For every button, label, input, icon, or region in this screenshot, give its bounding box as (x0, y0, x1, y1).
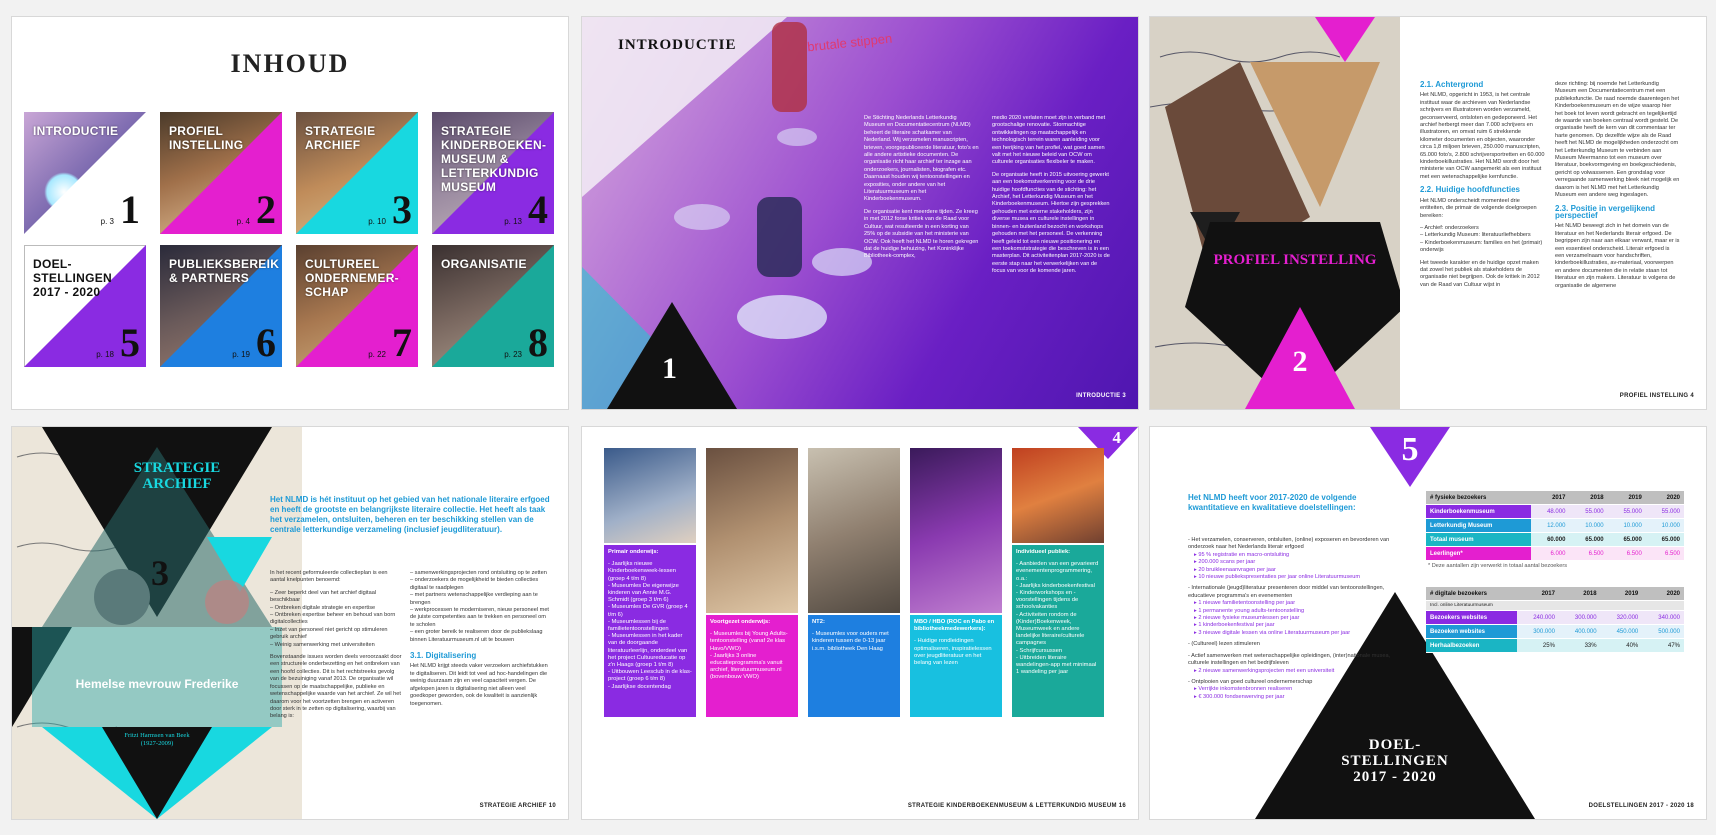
toc-tile-number: 8 (528, 320, 548, 365)
table-cell: 65.000 (1646, 533, 1684, 547)
toc-tile-cultureel[interactable] (296, 245, 418, 367)
list-item: Ontbreken expertise beheer en behoud van born digitalcollecties (270, 612, 396, 626)
toc-tile-page: p. 22 (368, 350, 386, 359)
doel-group-text: Het verzamelen, conserveren, ontsluiten, (online) exposeren en bevorderen van onderzoek naar het Nederlands literair erfgoed (1188, 537, 1390, 551)
table-header: 2020 (1646, 491, 1684, 505)
kbm-column-mbo-hbo: MBO / HBO (ROC en Pabo en bibliotheekmedewerkers): - Huidige rondleidingen optimaliseren, inspiratielessen over jeugdliteratuur en het belang van lezen (910, 615, 1002, 717)
kbm-column-individueel: Individueel publiek: - Aanbieden van een gevarieerd evenementenprogrammering, o.a.: - Jaarlijks kinderboekenfestival - Kinderworkshops en -voorstellingen tijdens de schoolvakanties - Activiteiten rondom de (Kinder)Boekenweek, Museumweek en andere landelijke literaire/culturele campagnes - Schrijfcursussen - Uitbreiden literaire wandelingen-app met minimaal 1 wandeling per jaar (1012, 545, 1104, 717)
table-cell: 55.000 (1608, 505, 1646, 519)
toc-tile-archief[interactable] (296, 112, 418, 234)
list-item: 20 bruikleenaanvragen per jaar (1198, 566, 1276, 573)
toc-tile-page: p. 3 (100, 217, 114, 226)
toc-tile-label: PUBLIEKSBEREIK & PARTNERS (169, 257, 280, 285)
toc-tile-introductie[interactable] (24, 112, 146, 234)
toc-tile-doelstellingen[interactable] (24, 245, 146, 367)
table-row-label: Herhaalbezoeken (1426, 639, 1517, 653)
list-item: Jaarlijks nieuwe Kinderboekenweek-lessen (groep 4 t/m 8) (608, 561, 676, 582)
table-row (1426, 547, 1684, 561)
profiel-paragraph: Het NLMD beweegt zich in het domein van de literatuur en het Nederlands literair erfgoed. De begrippen zijn naar aan elkaar verwant, maar er is een essentieel onderscheid. Literair erfgoed is een verzamelnaam voor handschriften, kinderboekillustraties, av-materiaal, voorwerpen en andere documenten die in relatie staan tot literatuur en zijn makers. Literatuur is volgens de organisatie de algemene (1555, 223, 1680, 289)
list-item: Jaarlijkse docentendag (611, 683, 671, 690)
doel-footer: DOELSTELLINGEN 2017 - 2020 18 (1588, 803, 1694, 809)
doel-group-text: Internationale (jeugd)literatuur presenteren door middel van tentoonstellingen, educatieve programma's en evenementen (1188, 585, 1385, 599)
archief-footer: STRATEGIE ARCHIEF 10 (479, 803, 556, 809)
table-cell: 6.500 (1646, 547, 1684, 561)
table-row-label: Bezoeken websites (1426, 625, 1517, 639)
list-item: onderzoekers de mogelijkheid te bieden collecties digitaal te raadplegen (410, 577, 539, 591)
table-digitale-bezoekers (1426, 587, 1684, 653)
list-item: Kinderworkshops en -voorstellingen tijdens de schoolvakanties (1016, 590, 1079, 611)
toc-tile-number: 4 (528, 187, 548, 232)
section-heading: 3.1. Digitalisering (410, 651, 477, 661)
kbm-column-nt2: NT2: - Museumles voor ouders met kinderen tussen de 0-13 jaar i.s.m. bibliotheek Den Haag (808, 615, 900, 717)
intro-paragraph: De organisatie kent meerdere tijden. Ze kreeg in met 2012 forse kritiek van de Raad voor Cultuur, wat resulteerde in een korting van 25% op de subsidie van het ministerie van OCW. Ook heeft het NLMD te horen gekregen dat de huidige behuizing, het Koninklijke Bibliotheek-complex, (864, 208, 979, 260)
spread-profiel (1150, 17, 1706, 409)
list-item: Activiteiten rondom de (Kinder)Boekenweek, Museumweek en andere landelijke literaire/culturele campagnes (1016, 611, 1085, 647)
list-item: Kinderboekenmuseum: families en het (primair) onderwijs (1420, 239, 1543, 254)
toc-tile-page: p. 4 (236, 217, 250, 226)
table-row-label: Totaal museum (1426, 533, 1531, 547)
toc-tile-page: p. 10 (368, 217, 386, 226)
toc-tile-label: INTRODUCTIE (33, 124, 119, 138)
list-item: Jaarlijks kinderboekenfestival (1019, 582, 1095, 589)
intro-number: 1 (662, 352, 677, 385)
table-cell: 65.000 (1569, 533, 1607, 547)
table-cell: 25% (1517, 639, 1559, 653)
table-row (1426, 533, 1684, 547)
list-item: Aanbieden van een gevarieerd evenementenprogrammering, o.a.: (1016, 561, 1099, 582)
doel-group-text: Ontplooien van goed cultureel ondernemerschap (1191, 678, 1313, 685)
list-item: 200.000 scans per jaar (1198, 559, 1256, 566)
profiel-col-1 (1420, 81, 1545, 294)
table-cell: 450.000 (1601, 625, 1643, 639)
kbm-column-title: NT2: (812, 619, 825, 625)
toc-tile-label: PROFIEL INSTELLING (169, 124, 244, 152)
table-row (1426, 611, 1684, 625)
list-item: Ontbreken digitale strategie en expertise (274, 604, 376, 611)
toc-tile-number: 3 (392, 187, 412, 232)
doel-group: - Internationale (jeugd)literatuur presenteren door middel van tentoonstellingen, educatieve programma's en evenementen ▸ 1 nieuwe familietentoonstelling per jaar ▸ 1 permanente young adults-tentoonstelling ▸ 2 nieuwe fysieke museumlessen per jaar ▸ 1 kinderboekenfestival per jaar ▸ 3 nieuwe digitale lessen via online Literatuurmuseum per jaar (1188, 585, 1385, 636)
table-cell: 55.000 (1569, 505, 1607, 519)
kbm-photo (706, 448, 798, 613)
list-item: € 300.000 fondsenwerving per jaar (1198, 693, 1285, 700)
spread-introductie (582, 17, 1138, 409)
table-cell: 300.000 (1517, 625, 1559, 639)
profiel-paragraph: Het NLMD onderscheidt momenteel drie entiteiten, die primair de volgende doelgroepen bereiken: (1420, 197, 1537, 219)
list-item: Archief: onderzoekers (1424, 224, 1479, 231)
kbm-column-title: Voortgezet onderwijs: (710, 619, 771, 625)
archief-number: 3 (151, 553, 169, 593)
list-item: Museumlessen bij de familietentoonstellingen (608, 618, 669, 633)
table-cell: 60.000 (1531, 533, 1569, 547)
table-cell: 10.000 (1646, 519, 1684, 533)
toc-tile-label: STRATEGIE ARCHIEF (305, 124, 376, 152)
list-item: Uitbreiden literaire wandelingen-app met minimaal 1 wandeling per jaar (1016, 654, 1097, 676)
archief-caption-title: Hemelse mevrouw Frederike (75, 677, 239, 691)
table-header: 2019 (1601, 587, 1643, 601)
list-item: 2 nieuwe samenwerkingsprojecten met een universiteit (1198, 667, 1335, 674)
spread-kinderboekenmuseum (582, 427, 1138, 819)
profiel-paragraph: Het NLMD, opgericht in 1953, is het centrale instituut waar de archieven van Nederlandse schrijvers en illustratoren worden verzameld, geconserveerd, ontsloten en gedeponeerd. Het archief herbergt meer dan 7.000 schrijvers en illustratoren, en omvat ruim 6 strekkende kilometer documenten en objecten, waaronder circa 1,8 miljoen brieven, 250.000 manuscripten, 65.000 foto's, 2.800 schrijversportretten en 60.000 kinderboekillustraties. Het NLMD wordt door het ministerie van OCW aangemerkt als een instituut met een wetenschappelijke kernfunctie. (1420, 92, 1545, 180)
profiel-col-2 (1555, 81, 1680, 295)
toc-tile-label: DOEL-STELLINGEN 2017 - 2020 (33, 257, 113, 299)
table-cell: 55.000 (1646, 505, 1684, 519)
list-item: 1 kinderboekenfestival per jaar (1198, 622, 1275, 629)
list-item: samenwerkingsprojecten rond ontsluiting op te zetten (414, 570, 547, 576)
table-header: 2017 (1531, 491, 1569, 505)
table-header: # digitale bezoekers (1426, 587, 1517, 601)
table-cell: 47% (1642, 639, 1684, 653)
table-row-label: Leerlingen* (1426, 547, 1531, 561)
table-row-label: Letterkundig Museum (1426, 519, 1531, 533)
doel-group: - (Cultureel) lezen stimuleren (1188, 641, 1260, 648)
intro-paragraph: De organisatie heeft in 2015 uitvoering gewerkt aan een toekomstverkenning voor de drie huidige hoofdfuncties van de stichting: het Archief, het Letterkundig Museum en het Kinderboekenmuseum. Hiertoe zijn gesprekken gehouden met externe stakeholders, zijn diverse musea en culturele instellingen in binnen- en buitenland bezocht en workshops gehouden met het personeel. De verkenning heeft geleid tot een nieuwe positionering en een toekomststrategie die beschreven is in een masterplan. Dit activiteitenplan 2017-2020 is de eerste stap naar het verwerkelijken van de focus van voor de komende jaren. (992, 171, 1110, 275)
doel-group: - Actief samenwerken met wetenschappelijke opleidingen, (inter)nationale musea, culturele instellingen en het bedrijfsleven ▸ 2 nieuwe samenwerkingsprojecten met een universiteit (1188, 652, 1391, 674)
section-heading: 2.3. Positie in vergelijkend perspectief (1555, 203, 1656, 220)
archief-paragraph: Het NLMD krijgt steeds vaker verzoeken archiefstukken te digitaliseren. Dit leidt tot veel ad hoc-handelingen die weinig duurzaam zijn en veel capaciteit vergen. De afgelopen jaren is digitalisering niet alleen veel goedkoper geworden, ook de kwaliteit is aanzienlijk toegenomen. (410, 663, 548, 707)
table-cell: 10.000 (1608, 519, 1646, 533)
toc-tile-number: 5 (120, 320, 140, 365)
doel-lead: Het NLMD heeft voor 2017-2020 de volgende kwantitatieve en kwalitatieve doelstellingen: (1188, 493, 1357, 512)
profiel-graphic (1150, 17, 1400, 409)
doel-group: - Ontplooien van goed cultureel ondernemerschap ▸ Verrijkte inkomstenbronnen realiseren ▸ € 300.000 fondsenwerving per jaar (1188, 678, 1313, 700)
kbm-photo (1012, 448, 1104, 543)
inhoud-title: INHOUD (230, 49, 350, 78)
list-item: Schrijfcursussen (1019, 647, 1063, 654)
doel-group-text: Actief samenwerken met wetenschappelijke opleidingen, (inter)nationale musea, culturele instellingen en het bedrijfsleven (1188, 652, 1391, 667)
table-row-label: Bezoekers websites (1426, 611, 1517, 625)
table-row-label: Kinderboekenmuseum (1426, 505, 1531, 519)
section-heading: 2.2. Huidige hoofdfuncties (1420, 185, 1521, 195)
intro-col-2 (992, 115, 1110, 281)
table-row (1426, 519, 1684, 533)
table-cell: 300.000 (1559, 611, 1601, 625)
toc-tile-profiel[interactable] (160, 112, 282, 234)
table-subheader: Incl. online Literatuurmuseum (1426, 601, 1684, 611)
list-item: 10 nieuwe publiekspresentaties per jaar online Literatuurmuseum (1198, 574, 1361, 581)
table-header: 2020 (1642, 587, 1684, 601)
toc-tile-number: 1 (120, 187, 140, 232)
archief-list: – samenwerkingsprojecten rond ontsluiting op te zetten – onderzoekers de mogelijkheid te bieden collecties digitaal te raadplegen – met partners wetenschappelijke verdieping aan te brengen – werkprocessen te moderniseren, nieuw personeel met de juiste competenties aan te trekken en personeel om te scholen – een groter bereik te realiseren door de publiekslaag binnen Literatuurmuseum.nl uit te bouwen (410, 570, 549, 643)
list-item: Letterkundig Museum: literatuurliefhebbers (1424, 232, 1531, 239)
archief-lead: Het NLMD is hét instituut op het gebied van het nationale literaire erfgoed en heeft de grootste en belangrijkste literaire collectie. Het heeft als taak het verzamelen, ontsluiten, beheren en ter beschikking stellen van de centrale letterkundige verzameling (inclusief jeugdliteratuur). (270, 495, 550, 534)
toc-tile-page: p. 23 (504, 350, 522, 359)
table-cell: 48.000 (1531, 505, 1569, 519)
archief-list: – Zeer beperkt deel van het archief digitaal beschikbaar – Ontbreken digitale strategie en expertise – Ontbreken expertise beheer en behoud van born digitalcollecties – Inzet van personeel niet gericht op stimuleren gebruik archief – Weinig samenwerking met universiteiten (270, 589, 396, 648)
profiel-footer: PROFIEL INSTELLING 4 (1619, 393, 1694, 399)
toc-tile-number: 7 (392, 320, 412, 365)
table-cell: 320.000 (1601, 611, 1643, 625)
table-cell: 6.500 (1608, 547, 1646, 561)
kbm-number: 4 (1112, 428, 1121, 447)
list-item: Museumles bij Young Adults-tentoonstelling (vanaf 2e klas Havo/VWO) (710, 631, 788, 652)
list-item: Museumles voor ouders met kinderen tussen de 0-13 jaar i.s.m. bibliotheek Den Haag (812, 631, 889, 652)
list-item: 3 nieuwe digitale lessen via online Literatuurmuseum per jaar (1198, 629, 1351, 636)
toc-tile-number: 2 (256, 187, 276, 232)
kbm-photo (808, 448, 900, 613)
intro-title: INTRODUCTIE (618, 37, 737, 53)
intro-sign: brutale stippen (806, 30, 893, 55)
intro-footer: INTRODUCTIE 3 (1076, 393, 1126, 399)
list-item: Zeer beperkt deel van het archief digitaal beschikbaar (270, 589, 377, 604)
toc-tile-organisatie[interactable] (432, 245, 554, 367)
table-header: 2017 (1517, 587, 1559, 601)
table-cell: 6.000 (1531, 547, 1569, 561)
spread-inhoud (12, 17, 568, 409)
archief-col-2 (410, 570, 550, 713)
list-item: Museumlessen in het kader van de doorgaande literatuurleerlijn, onderdeel van het project Cultuureducatie op z'n Haags (groep 1 t/m 8) (608, 633, 688, 669)
spread-doelstellingen (1150, 427, 1706, 819)
table-cell: 10.000 (1569, 519, 1607, 533)
toc-tile-label: STRATEGIE KINDERBOEKEN-MUSEUM & LETTERKUNDIG MUSEUM (441, 124, 547, 194)
table-row (1426, 625, 1684, 639)
toc-tile-publieksbereik[interactable] (160, 245, 282, 367)
toc-tile-number: 6 (256, 320, 276, 365)
toc-tile-label: ORGANISATIE (441, 257, 527, 271)
list-item: Uitbouwen Leesclub in de klas-project (groep 6 t/m 8) (608, 669, 692, 683)
archief-col-1 (270, 570, 402, 726)
intro-paragraph: De Stichting Nederlands Letterkundig Museum en Documentatiecentrum (NLMD) beheert de literaire schatkamer van Nederland. Wij verzamelen manuscripten, brieven, voorgepubliceerde literatuur, foto's en alle andere artistieke documenten. De organisatie richt haar archief ter inzage aan onderzoekers, journalisten, biografen etc. Daarnaast houden wij tentoonstellingen en exposities, onder andere van het Literatuurmuseum en het Kinderboekenmuseum. (864, 115, 979, 203)
profiel-paragraph: Het tweede karakter en de huidige opzet maken dat zowel het publiek als stakeholders de organisatie niet begrijpen. Ook de kritiek in 2012 van de Raad van Cultuur wijst in (1420, 259, 1540, 288)
profiel-number: 2 (1292, 345, 1308, 378)
list-item: werkprocessen te moderniseren, nieuw personeel met de juiste competenties aan te trekken en personeel om te scholen (410, 607, 549, 628)
table-cell: 500.000 (1642, 625, 1684, 639)
intro-col-1 (864, 115, 979, 266)
toc-tile-page: p. 19 (232, 350, 250, 359)
doel-number: 5 (1401, 431, 1419, 468)
table-cell: 65.000 (1608, 533, 1646, 547)
kbm-photo (604, 448, 696, 543)
list-item: Inzet van personeel niet gericht op stimuleren gebruik archief (270, 626, 388, 641)
list-item: 1 permanente young adults-tentoonstelling (1198, 607, 1305, 614)
table-row (1426, 505, 1684, 519)
kbm-column-title: Individueel publiek: (1016, 549, 1071, 555)
doel-goals (1188, 537, 1408, 701)
doel-group-text: (Cultureel) lezen stimuleren (1191, 641, 1260, 648)
kbm-column-title: MBO / HBO (ROC en Pabo en bibliotheekmedewerkers): (914, 619, 995, 633)
list-item: 1 nieuwe familietentoonstelling per jaar (1198, 600, 1296, 607)
table-fysieke-bezoekers (1426, 491, 1684, 561)
toc-tile-page: p. 13 (504, 217, 522, 226)
list-item: Museumles De GVR (groep 4 t/m 6) (608, 604, 688, 618)
table-cell: 33% (1559, 639, 1601, 653)
doel-group: - Het verzamelen, conserveren, ontsluiten, (online) exposeren en bevorderen van onderzoek naar het Nederlands literair erfgoed ▸ 95 % registratie en macro-ontsluiting ▸ 200.000 scans per jaar ▸ 20 bruikleenaanvragen per jaar ▸ 10 nieuwe publiekspresentaties per jaar online Literatuurmuseum (1188, 537, 1390, 581)
kbm-column-primair: Primair onderwijs: - Jaarlijks nieuwe Kinderboekenweek-lessen (groep 4 t/m 8) - Museumles De eigenwijze kinderen van Annie M.G. Schmidt (groep 3 t/m 6) - Museumles De GVR (groep 4 t/m 6) - Museumlessen bij de familietentoonstellingen - Museumlessen in het kader van de doorgaande literatuurleerlijn, onderdeel van het project Cultuureducatie op z'n Haags (groep 1 t/m 8) - Uitbouwen Leesclub in de klas-project (groep 6 t/m 8) - Jaarlijkse docentendag (604, 545, 696, 717)
toc-tile-kinderboekenmuseum[interactable] (432, 112, 554, 234)
section-heading: 2.1. Achtergrond (1420, 80, 1484, 89)
list-item: Huidige rondleidingen optimaliseren, inspiratielessen over jeugdliteratuur en het belang van lezen (914, 638, 992, 667)
table-header: 2018 (1569, 491, 1607, 505)
table-header: 2018 (1559, 587, 1601, 601)
toc-tile-label: CULTUREEL ONDERNEMER-SCHAP (305, 257, 399, 299)
list-item: 2 nieuwe fysieke museumlessen per jaar (1198, 615, 1300, 622)
table-cell: 340.000 (1642, 611, 1684, 625)
profiel-paragraph: deze richting: bij noemde het Letterkundig Museum een Documentatiecentrum met een publieksfunctie. De raad noemde daarentegen het Kinderboekenmuseum en de wijze waarop hier het boek tot leven wordt gebracht en tegelijkertijd de waarde van boeken centraal wordt gesteld. De organisatie heeft de kern van dit commentaar ter harte genomen. Op dezelfde wijze als de Raad heeft het NLMD de mogelijkheden onderzocht om het Letterkundig Museum te verbinden aan Museum Meermanno tot een museum over literatuur, boekvormgeving en boekgeschiedenis, gericht op volwassenen. Een grondslag voor verregaande samenwerking bleek niet mogelijk en daarom is het NLMD met het Letterkundig Museum een andere weg ingeslagen. (1555, 81, 1680, 199)
archief-caption-author: Fritzi Harmsen van Beek (1927-2009) (124, 732, 190, 747)
table-cell: 240.000 (1517, 611, 1559, 625)
profiel-title: PROFIEL INSTELLING (1213, 252, 1377, 268)
kbm-column-voortgezet: Voortgezet onderwijs: - Museumles bij Young Adults-tentoonstelling (vanaf 2e klas Havo/VWO) - Jaarlijks 3 online educatieprogramma's vanuit archief, literatuurmuseum.nl (bovenbouw VWO) (706, 615, 798, 717)
intro-paragraph: medio 2020 verlaten moet zijn in verband met grootschalige renovatie. Stormachtige ontwikkelingen op maatschappelijk en technologisch terrein waren aanleiding voor een herijking van het profiel, wat goed samen valt met het nieuwe beleid van OCW om culturele organisaties flexibeler te maken. (992, 115, 1106, 166)
archief-paragraph: Bovenstaande issues worden deels veroorzaakt door een structurele onderbezetting en het ontbreken van een hoofd collecties. Dit is het rechtstreeks gevolg van de bezuiniging vanaf 2013. De organisatie wil focussen op de maatschappelijke, publieke en wetenschappelijke waarde van het archief. Ze wil het daarom voor het voortzetten brengen en activeren door sterk in te zetten op digitalisering, waarbij van belang is: (270, 654, 402, 720)
list-item: Jaarlijks 3 online educatieprogramma's vanuit archief, literatuurmuseum.nl (bovenbouw VWO) (710, 652, 783, 681)
table-row (1426, 639, 1684, 653)
table-cell: 12.000 (1531, 519, 1569, 533)
table-header: 2019 (1608, 491, 1646, 505)
table-cell: 6.500 (1569, 547, 1607, 561)
kbm-photo (910, 448, 1002, 613)
list-item: een groter bereik te realiseren door de publiekslaag binnen Literatuurmuseum.nl uit te bouwen (410, 629, 543, 643)
spread-archief (12, 427, 568, 819)
doel-title: DOEL-STELLINGEN 2017 - 2020 (1341, 737, 1449, 785)
toc-tile-page: p. 18 (96, 350, 114, 359)
table-cell: 40% (1601, 639, 1643, 653)
profiel-list: – Archief: onderzoekers – Letterkundig Museum: literatuurliefhebbers – Kinderboekenmuseum: families en het (primair) onderwijs (1420, 224, 1543, 254)
list-item: 95 % registratie en macro-ontsluiting (1198, 551, 1290, 558)
table-header: # fysieke bezoekers (1426, 491, 1531, 505)
kbm-column-title: Primair onderwijs: (608, 549, 659, 555)
list-item: Verrijkte inkomstenbronnen realiseren (1198, 686, 1293, 693)
table-cell: 400.000 (1559, 625, 1601, 639)
archief-title: STRATEGIE ARCHIEF (133, 460, 221, 492)
list-item: met partners wetenschappelijke verdieping aan te brengen (410, 592, 538, 606)
list-item: Weinig samenwerking met universiteiten (274, 641, 375, 648)
table-note: * Deze aantallen zijn verwerkt in totaal aantal bezoekers (1428, 563, 1567, 569)
kbm-footer: STRATEGIE KINDERBOEKENMUSEUM & LETTERKUNDIG MUSEUM 16 (907, 803, 1126, 809)
list-item: Museumles De eigenwijze kinderen van Annie M.G. Schmidt (groep 3 t/m 6) (608, 582, 679, 604)
archief-paragraph: In het recent geformuleerde collectieplan is een aantal knelpunten benoemd: (270, 570, 388, 584)
